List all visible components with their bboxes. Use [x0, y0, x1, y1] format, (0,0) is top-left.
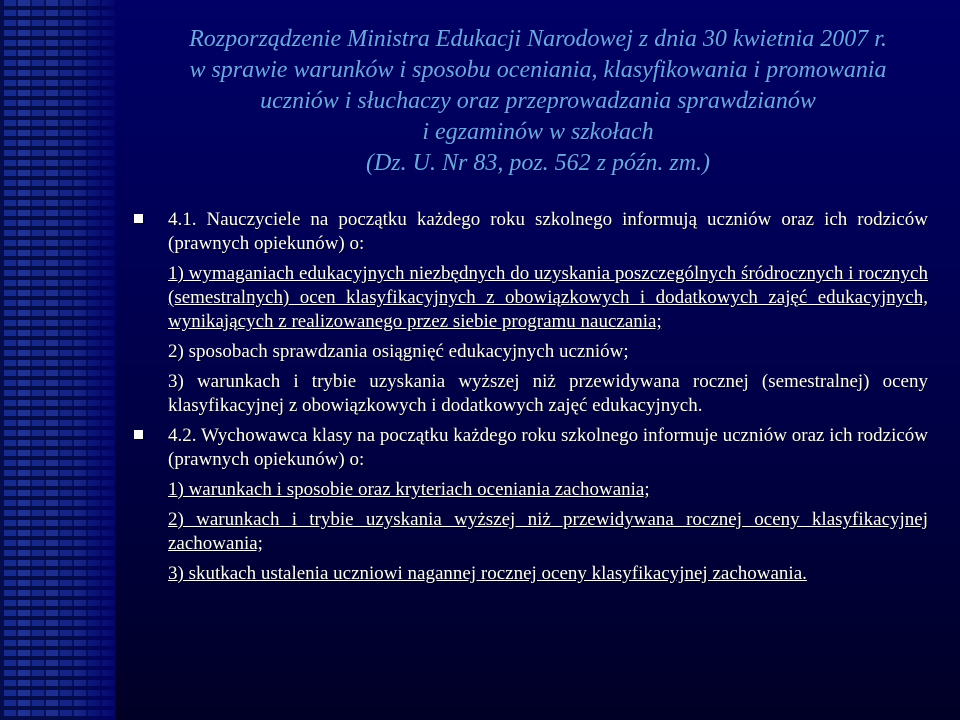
section-1-heading-text: 4.1. Nauczyciele na początku każdego roku szkolnego informują uczniów oraz ich rodziców (prawnych opiekunów) o:: [168, 209, 928, 254]
title-line: uczniów i słuchaczy oraz przeprowadzania sprawdzianów: [260, 88, 816, 114]
title-line: i egzaminów w szkołach: [422, 119, 654, 145]
section-2-heading-text: 4.2. Wychowawca klasy na początku każdego roku szkolnego informuje uczniów oraz ich rodziców (prawnych opiekunów) o:: [168, 425, 928, 470]
title-line: (Dz. U. Nr 83, poz. 562 z późn. zm.): [365, 150, 711, 176]
decorative-fade: [0, 0, 116, 720]
slide: [116, 0, 960, 720]
section-1-item: 1) wymaganiach edukacyjnych niezbędnych do uzyskania poszczególnych śródrocznych i rocznych (semestralnych) ocen klasyfikacyjnych z obowiązkowych i dodatkowych zajęć edukacyjnych, wynikających z realizowanego przez siebie programu nauczania;: [168, 263, 928, 332]
section-1-heading: [168, 208, 928, 256]
title-line: Rozporządzenie Ministra Edukacji Narodowej z dnia 30 kwietnia 2007 r.: [189, 26, 887, 52]
section-2-item: 3) skutkach ustalenia uczniowi nagannej rocznej oceny klasyfikacyjnej zachowania.: [168, 563, 807, 584]
decorative-strip: [0, 0, 116, 720]
slide-title: [116, 24, 960, 179]
section-1-item: 2) sposobach sprawdzania osiągnięć edukacyjnych uczniów;: [168, 341, 629, 362]
section-1-item: 3) warunkach i trybie uzyskania wyższej niż przewidywana rocznej (semestralnej) oceny klasyfikacyjnej z obowiązkowych i dodatkowych zajęć edukacyjnych.: [168, 371, 928, 416]
square-bullet-icon: [134, 214, 143, 223]
square-bullet-icon: [134, 430, 143, 439]
section-2-heading: [168, 424, 928, 472]
slide-content: [168, 208, 928, 592]
title-line: w sprawie warunków i sposobu oceniania, klasyfikowania i promowania: [189, 57, 887, 83]
section-2-item: 2) warunkach i trybie uzyskania wyższej niż przewidywana rocznej oceny klasyfikacyjnej zachowania;: [168, 509, 928, 554]
section-2-item: 1) warunkach i sposobie oraz kryteriach oceniania zachowania;: [168, 479, 650, 500]
